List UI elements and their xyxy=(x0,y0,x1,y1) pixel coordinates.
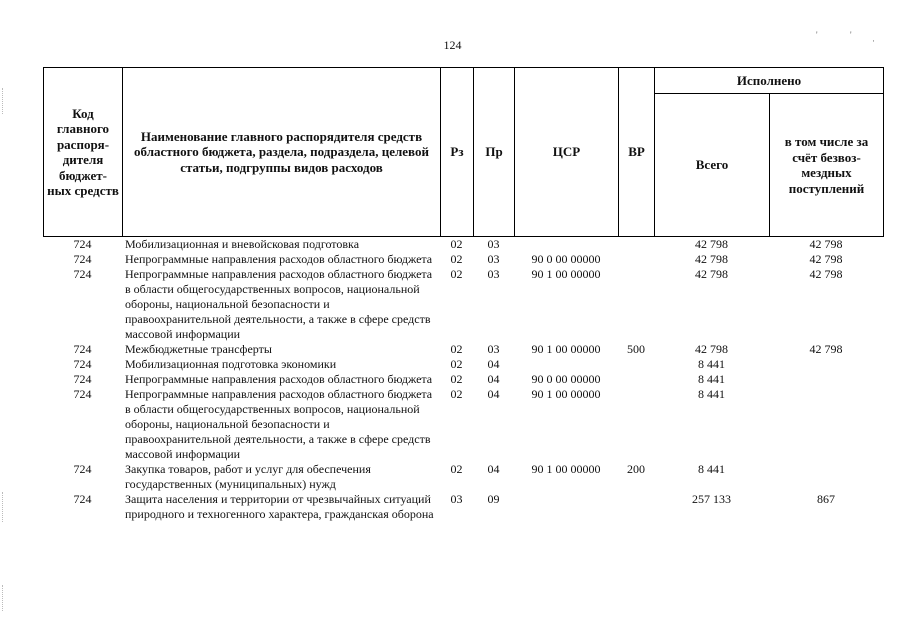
cell-csr xyxy=(514,357,618,372)
scan-edge-mark xyxy=(2,492,6,522)
cell-csr: 90 0 00 00000 xyxy=(531,252,601,266)
cell-vr xyxy=(618,252,654,267)
cell-code: 724 xyxy=(73,357,92,371)
cell-name: Непрограммные направления расходов областного бюджета xyxy=(125,252,433,266)
cell-pr: 04 xyxy=(487,462,500,476)
cell-rz: 03 xyxy=(450,492,463,506)
cell-total: 8 441 xyxy=(698,357,725,371)
cell-code: 724 xyxy=(73,342,92,356)
cell-pr: 03 xyxy=(487,267,500,281)
table-row xyxy=(43,372,883,387)
header-pr: Пр xyxy=(474,68,515,237)
cell-vr xyxy=(618,492,654,522)
cell-name: Мобилизационная подготовка экономики xyxy=(125,357,337,371)
cell-free: 42 798 xyxy=(809,267,843,281)
cell-rz: 02 xyxy=(450,462,463,476)
cell-vr: 200 xyxy=(627,462,645,476)
header-code: Код главного распоря-дителя бюджет-ных средств xyxy=(44,68,123,237)
cell-pr: 04 xyxy=(487,357,500,371)
cell-csr xyxy=(514,492,618,522)
cell-total: 257 133 xyxy=(692,492,731,506)
cell-free xyxy=(769,462,883,492)
cell-pr: 04 xyxy=(487,372,500,386)
scan-mark: · xyxy=(872,36,875,46)
cell-vr xyxy=(618,267,654,342)
cell-pr: 09 xyxy=(487,492,500,506)
cell-csr: 90 1 00 00000 xyxy=(531,387,601,401)
cell-code: 724 xyxy=(73,462,92,476)
table-row xyxy=(43,267,883,342)
cell-pr: 03 xyxy=(487,252,500,266)
table-row xyxy=(43,237,883,253)
header-name: Наименование главного распорядителя средств областного бюджета, раздела, подраздела, целевой статьи, подгруппы видов расходов xyxy=(123,68,441,237)
cell-total: 42 798 xyxy=(695,342,728,356)
cell-rz: 02 xyxy=(440,237,473,253)
cell-free xyxy=(769,372,883,387)
header-done: Исполнено xyxy=(655,68,884,94)
cell-free xyxy=(769,387,883,462)
cell-vr xyxy=(618,237,654,253)
header-free: в том числе за счёт безвоз-мездных поступлений xyxy=(770,94,884,237)
header-rz: Рз xyxy=(441,68,474,237)
cell-free xyxy=(769,357,883,372)
table-row xyxy=(43,492,883,522)
cell-free: 42 798 xyxy=(809,342,843,356)
cell-csr: 90 0 00 00000 xyxy=(531,372,601,386)
table-row xyxy=(43,462,883,492)
cell-total: 8 441 xyxy=(698,387,725,401)
cell-pr: 03 xyxy=(487,342,500,356)
cell-name: Непрограммные направления расходов областного бюджета xyxy=(125,372,433,386)
page-number: 124 xyxy=(443,38,462,52)
cell-name: Межбюджетные трансферты xyxy=(125,342,272,356)
cell-csr: 90 1 00 00000 xyxy=(531,342,601,356)
cell-name: Мобилизационная и вневойсковая подготовка xyxy=(122,237,440,253)
cell-vr: 500 xyxy=(627,342,645,356)
scan-mark: ' xyxy=(850,30,852,40)
cell-csr xyxy=(514,237,618,253)
cell-name: Непрограммные направления расходов областного бюджета в области общегосударственных вопросов, национальной обороны, национальной безопасности и правоохранительной деятельности, а также в сфере средств массовой информации xyxy=(125,267,433,341)
cell-csr: 90 1 00 00000 xyxy=(531,462,601,476)
cell-total: 8 441 xyxy=(698,462,725,476)
cell-vr xyxy=(618,372,654,387)
cell-total: 8 441 xyxy=(698,372,725,386)
cell-free: 42 798 xyxy=(809,252,843,266)
cell-vr xyxy=(618,357,654,372)
table-body xyxy=(43,236,883,522)
cell-vr xyxy=(618,387,654,462)
cell-code: 724 xyxy=(73,492,92,506)
cell-rz: 02 xyxy=(450,342,463,356)
cell-rz: 02 xyxy=(450,267,463,281)
cell-rz: 02 xyxy=(450,387,463,401)
cell-pr: 04 xyxy=(487,387,500,401)
cell-name: Защита населения и территории от чрезвычайных ситуаций природного и техногенного характера, гражданская оборона xyxy=(125,492,434,521)
cell-total: 42 798 xyxy=(654,237,769,253)
scan-edge-mark xyxy=(2,88,6,114)
cell-rz: 02 xyxy=(450,252,463,266)
header-vr: ВР xyxy=(619,68,655,237)
cell-code: 724 xyxy=(43,237,122,253)
header-csr: ЦСР xyxy=(515,68,619,237)
cell-rz: 02 xyxy=(450,357,463,371)
cell-total: 42 798 xyxy=(695,252,728,266)
scan-mark: ' xyxy=(816,30,818,40)
cell-pr: 03 xyxy=(473,237,514,253)
cell-code: 724 xyxy=(73,387,92,401)
table-row xyxy=(43,387,883,462)
table-row xyxy=(43,342,883,357)
cell-code: 724 xyxy=(73,252,92,266)
table-header xyxy=(43,67,884,237)
cell-csr: 90 1 00 00000 xyxy=(531,267,601,281)
cell-free: 42 798 xyxy=(769,237,883,253)
table-row xyxy=(43,252,883,267)
cell-code: 724 xyxy=(73,267,92,281)
cell-name: Закупка товаров, работ и услуг для обеспечения государственных (муниципальных) нужд xyxy=(125,462,371,491)
cell-code: 724 xyxy=(73,372,92,386)
scan-edge-mark xyxy=(2,585,6,611)
table-row xyxy=(43,357,883,372)
cell-free: 867 xyxy=(817,492,835,506)
cell-total: 42 798 xyxy=(695,267,728,281)
cell-rz: 02 xyxy=(450,372,463,386)
header-total: Всего xyxy=(655,94,770,237)
cell-name: Непрограммные направления расходов областного бюджета в области общегосударственных вопросов, национальной обороны, национальной безопасности и правоохранительной деятельности, а также в сфере средств массовой информации xyxy=(125,387,433,461)
